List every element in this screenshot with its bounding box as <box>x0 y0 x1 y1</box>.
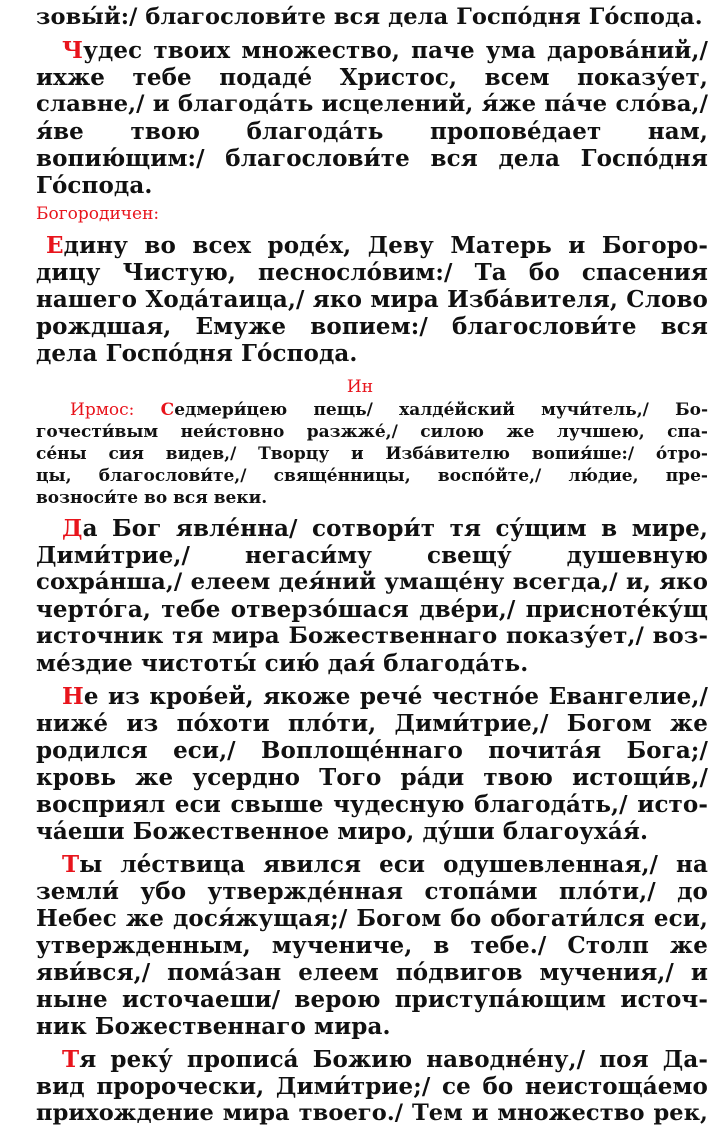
text-line: черто́га, тебе отверзо́шася две́ри,/ присноте́ку́щ <box>36 596 708 623</box>
text-line: цы, благослови́те,/ свяще́нницы, воспо́йте,/ лю́дие, пре- <box>36 466 708 486</box>
red-initial: С <box>160 400 175 420</box>
red-initial: Д <box>62 515 83 542</box>
section-heading: Ин <box>346 377 374 397</box>
text-line-body: е из кров́ей, якоже рече́ честно́е Евангелие,/ <box>83 683 708 710</box>
text-line: Небес же дося́жущая;/ Богом бо обогати́лся еси, <box>36 905 708 932</box>
text-line: сохра́нша,/ елеем дея́ний умаще́ну всегда,/ и, яко <box>36 569 708 595</box>
text-line: ник Божественнаго мира. <box>36 1013 391 1040</box>
text-line: восприял еси свыше чудесную благода́ть,/ исто- <box>36 791 708 818</box>
text-line: рождшая, Емуже вопием:/ благослови́те вся <box>36 313 708 340</box>
text-line <box>36 1046 708 1073</box>
text-line: дела Госпо́дня Го́спода. <box>36 340 358 367</box>
text-line: утвержденным, мучениче, в тебе./ Столп же <box>36 932 708 959</box>
text-line: я́ве твою благода́ть пропове́дает нам, <box>36 118 708 145</box>
text-line: славне,/ и благода́ть исцелений, я́же па́че сло́ва,/ <box>36 91 708 117</box>
text-line: дицу Чистую, песносло́вим:/ Та бо спасения <box>36 259 708 286</box>
text-line: зовы́й:/ благослови́те вся дела Госпо́дня Го́спода. <box>36 4 703 30</box>
text-line: ча́еши Божественное миро, ду́ши благоуха́я́. <box>36 818 649 845</box>
text-line: Дими́трие,/ негаси́му свещу́ душевную <box>36 542 708 569</box>
red-initial: Н <box>62 683 84 710</box>
text-line-body: удес твоих множество, паче ума дарова́ний,/ <box>83 37 708 64</box>
text-line <box>36 515 708 542</box>
text-line: яви́вся,/ пома́зан елеем по́двигов мучения,/ и <box>36 959 708 986</box>
text-line: се́ны сия видев,/ Творцу и Изба́вителю вопия́ше:/ о́тро- <box>36 444 708 464</box>
irmos-label: Ирмос: <box>70 400 135 420</box>
red-initial: Т <box>62 1046 80 1073</box>
red-initial: Е <box>46 232 64 259</box>
text-line: прихождение мира твоего./ Тем и множество рек, <box>36 1100 708 1126</box>
text-line-body: а Бог явле́нна/ сотвори́т тя су́щим в мире, <box>82 515 708 542</box>
red-initial: Ч <box>62 37 84 64</box>
text-line: кровь же усердно Того ра́ди твою истощи́в,/ <box>36 764 708 791</box>
text-line <box>36 851 708 878</box>
text-line-body: дину во всех роде́х, Деву Матерь и Богоро- <box>63 232 708 259</box>
text-line: вид пророчески, Дими́трие;/ се бо неистоща́емо <box>36 1073 708 1100</box>
text-line-body: ы ле́ствица явился еси одушевленная,/ на <box>79 851 708 878</box>
red-initial: Т <box>62 851 80 878</box>
text-line: земли́ убо утвержде́нная стопа́ми пло́ти,/ до <box>36 878 708 905</box>
text-line-body: едмери́цею пещь/ халде́йский мучи́тель,/ Бо- <box>174 400 708 420</box>
text-line: ныне источаеши/ верою приступа́ющим источ- <box>36 986 708 1013</box>
section-label: Богородичен: <box>36 204 160 224</box>
text-line: родился еси,/ Воплоще́ннаго почита́я Бога;/ <box>36 737 708 764</box>
text-line <box>36 683 708 710</box>
text-line: возноси́те во вся веки. <box>36 488 268 508</box>
text-line: ихже тебе подаде́ Христос, всем показу́ет, <box>36 64 708 91</box>
text-line: Го́спода. <box>36 172 153 199</box>
text-line: вопию́щим:/ благослови́те вся дела Госпо́дня <box>36 145 708 172</box>
text-line: источник тя мира Божественнаго показу́ет,/ воз- <box>36 623 708 649</box>
text-line: ниже́ из по́хоти пло́ти, Дими́трие,/ Богом же <box>36 710 708 737</box>
text-line: ме́здие чистоты́ сию́ дая́ благода́ть. <box>36 650 529 677</box>
text-line <box>36 232 708 259</box>
text-line <box>36 400 708 420</box>
text-line <box>36 37 708 64</box>
text-line: гочести́вым неи́стовно разжже́,/ силою же лучшею, спа- <box>36 422 708 442</box>
text-line: нашего Хода́таица,/ яко мира Изба́вителя, Слово <box>36 286 708 313</box>
text-line-body: я реку́ прописа́ Божию наводне́ну,/ поя Да- <box>79 1046 708 1073</box>
